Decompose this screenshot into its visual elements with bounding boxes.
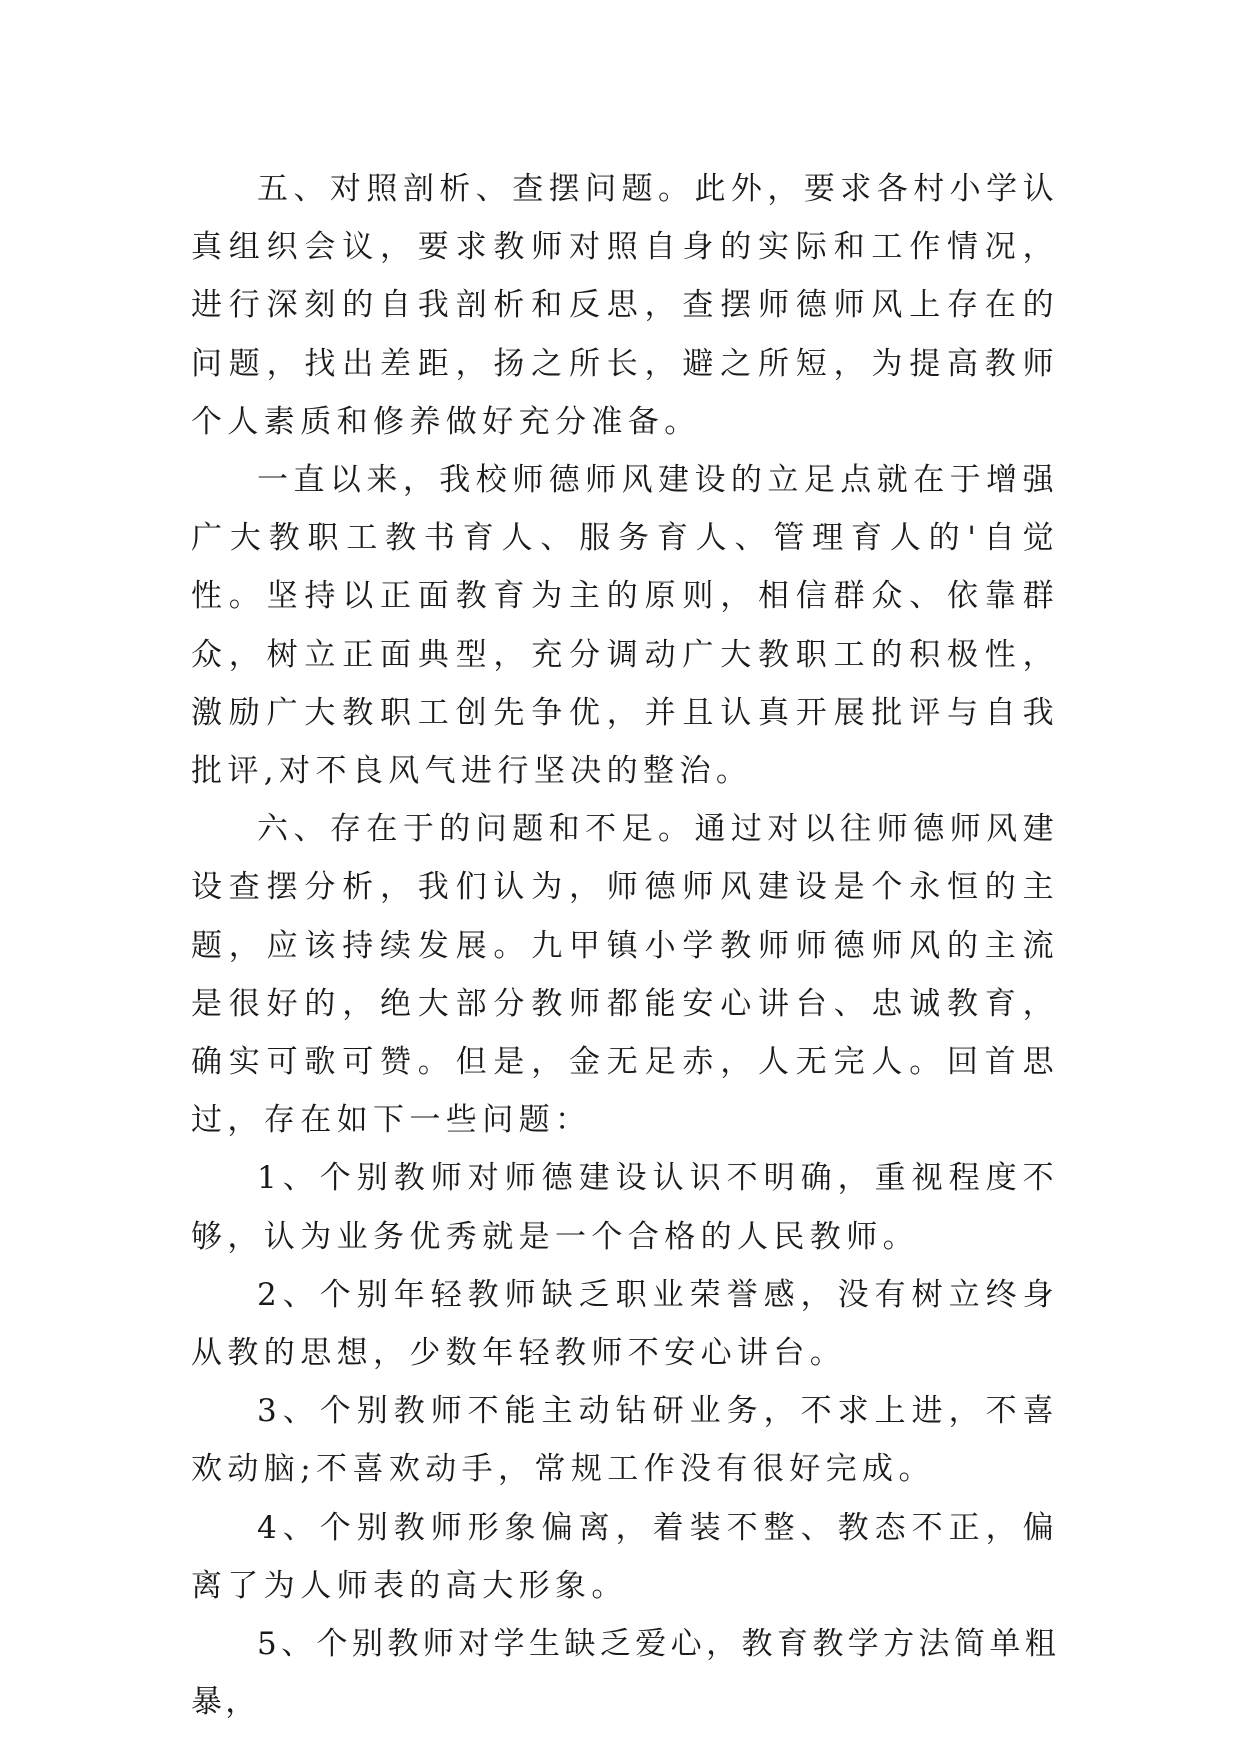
paragraph-issue-4: 4、个别教师形象偏离，着装不整、教态不正，偏离了为人师表的高大形象。 <box>191 1509 1059 1604</box>
paragraph-school-policy: 一直以来，我校师德师风建设的立足点就在于增强广大教职工教书育人、服务育人、管理育人的'自觉性。坚持以正面教育为主的原则，相信群众、依靠群众，树立正面典型，充分调动广大教职工的积极性，激励广大教职工创先争优，并且认真开展批评与自我批评,对不良风气进行坚决的整治。 <box>191 462 1059 790</box>
paragraph-section-six: 六、存在于的问题和不足。通过对以往师德师风建设查摆分析，我们认为，师德师风建设是个永恒的主题，应该持续发展。九甲镇小学教师师德师风的主流是很好的，绝大部分教师都能安心讲台、忠诚教育，确实可歌可赞。但是，金无足赤，人无完人。回首思过，存在如下一些问题： <box>191 811 1059 1139</box>
paragraph-issue-5: 5、个别教师对学生缺乏爱心，教育教学方法简单粗暴， <box>191 1626 1059 1721</box>
paragraph-issue-2: 2、个别年轻教师缺乏职业荣誉感，没有树立终身从教的思想，少数年轻教师不安心讲台。 <box>191 1276 1059 1372</box>
paragraph-section-five: 五、对照剖析、查摆问题。此外，要求各村小学认真组织会议，要求教师对照自身的实际和工作情况，进行深刻的自我剖析和反思，查摆师德师风上存在的问题，找出差距，扬之所长，避之所短，为提高教师个人素质和修养做好充分准备。 <box>191 171 1059 440</box>
paragraph-issue-3: 3、个别教师不能主动钻研业务，不求上进，不喜欢动脑;不喜欢动手，常规工作没有很好完成。 <box>191 1393 1059 1488</box>
paragraph-issue-1: 1、个别教师对师德建设认识不明确，重视程度不够，认为业务优秀就是一个合格的人民教师。 <box>191 1160 1059 1255</box>
document-body <box>191 160 1059 1731</box>
